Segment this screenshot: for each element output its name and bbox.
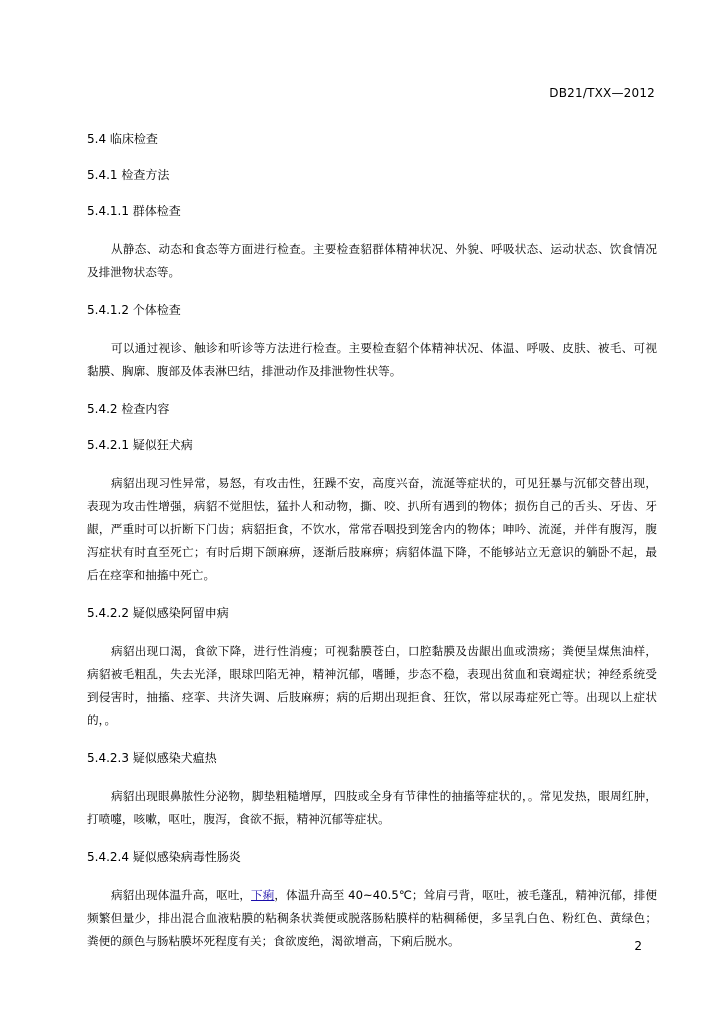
section-heading-5-4-2-3: 5.4.2.3 疑似感染犬瘟热 [87, 751, 217, 765]
paragraph-canine-distemper: 病貂出现眼鼻脓性分泌物，脚垫粗糙增厚，四肢或全身有节律性的抽搐等症状的，。常见发热，眼周红肿，打喷嚏，咳嗽，呕吐，腹泻，食欲不振，精神沉郁等症状。 [87, 789, 657, 826]
paragraph-group-inspection: 从静态、动态和食态等方面进行检查。主要检查貂群体精神状况、外貌、呼吸状态、运动状态、饮食情况及排泄物状态等。 [87, 242, 657, 279]
diarrhea-link[interactable]: 下痢 [251, 888, 275, 902]
paragraph-rabies: 病貂出现习性异常，易怒，有攻击性，狂躁不安，高度兴奋，流涎等症状的，可见狂暴与沉郁交替出现，表现为攻击性增强，病貂不觉胆怯，猛扑人和动物，撕、咬、扒所有遇到的物体；损伤自己的舌头、牙齿、牙龈，严重时可以折断下门齿；病貂拒食，不饮水，常常吞咽投到笼舍内的物体；呻吟、流涎，并伴有腹泻，腹泻症状有时直至死亡；有时后期下颌麻痹，逐渐后肢麻痹；病貂体温下降，不能够站立无意识的躺卧不起，最后在痉挛和抽搐中死亡。 [87, 476, 657, 582]
page-number: 2 [634, 939, 642, 953]
section-heading-5-4-2-2: 5.4.2.2 疑似感染阿留申病 [87, 606, 229, 620]
paragraph-text-start: 病貂出现体温升高，呕吐， [111, 888, 252, 902]
paragraph-aleutian-disease: 病貂出现口渴，食欲下降，进行性消瘦；可视黏膜苍白，口腔黏膜及齿龈出血或溃疡；粪便呈煤焦油样，病貂被毛粗乱，失去光泽，眼球凹陷无神，精神沉郁，嗜睡，步态不稳，表现出贫血和衰竭症状；神经系统受到侵害时，抽搐、痉挛、共济失调、后肢麻痹；病的后期出现拒食、狂饮，常以尿毒症死亡等。出现以上症状的，。 [87, 644, 657, 727]
paragraph-viral-enteritis [87, 884, 657, 953]
document-code: DB21/TXX—2012 [549, 86, 655, 100]
section-heading-5-4-2-1: 5.4.2.1 疑似狂犬病 [87, 438, 193, 452]
paragraph-text-end: ，体温升高至 40~40.5℃；耸肩弓背，呕吐，被毛蓬乱，精神沉郁，排便频繁但量少，排出混合血液粘膜的粘稠条状粪便或脱落肠粘膜样的粘稠稀便，多呈乳白色、粉红色、黄绿色；粪便的颜色与肠粘膜坏死程度有关；食欲废绝，渴欲增高，下痢后脱水。 [87, 888, 657, 948]
section-heading-5-4-1: 5.4.1 检查方法 [87, 168, 170, 182]
section-heading-5-4-1-2: 5.4.1.2 个体检查 [87, 303, 181, 317]
paragraph-individual-inspection: 可以通过视诊、触诊和听诊等方法进行检查。主要检查貂个体精神状况、体温、呼吸、皮肤、被毛、可视黏膜、胸廓、腹部及体表淋巴结，排泄动作及排泄物性状等。 [87, 341, 657, 378]
section-heading-5-4-2: 5.4.2 检查内容 [87, 402, 170, 416]
section-heading-5-4-2-4: 5.4.2.4 疑似感染病毒性肠炎 [87, 850, 241, 864]
section-heading-5-4-1-1: 5.4.1.1 群体检查 [87, 204, 181, 218]
section-heading-5-4: 5.4 临床检查 [87, 132, 158, 146]
document-body [87, 130, 657, 953]
